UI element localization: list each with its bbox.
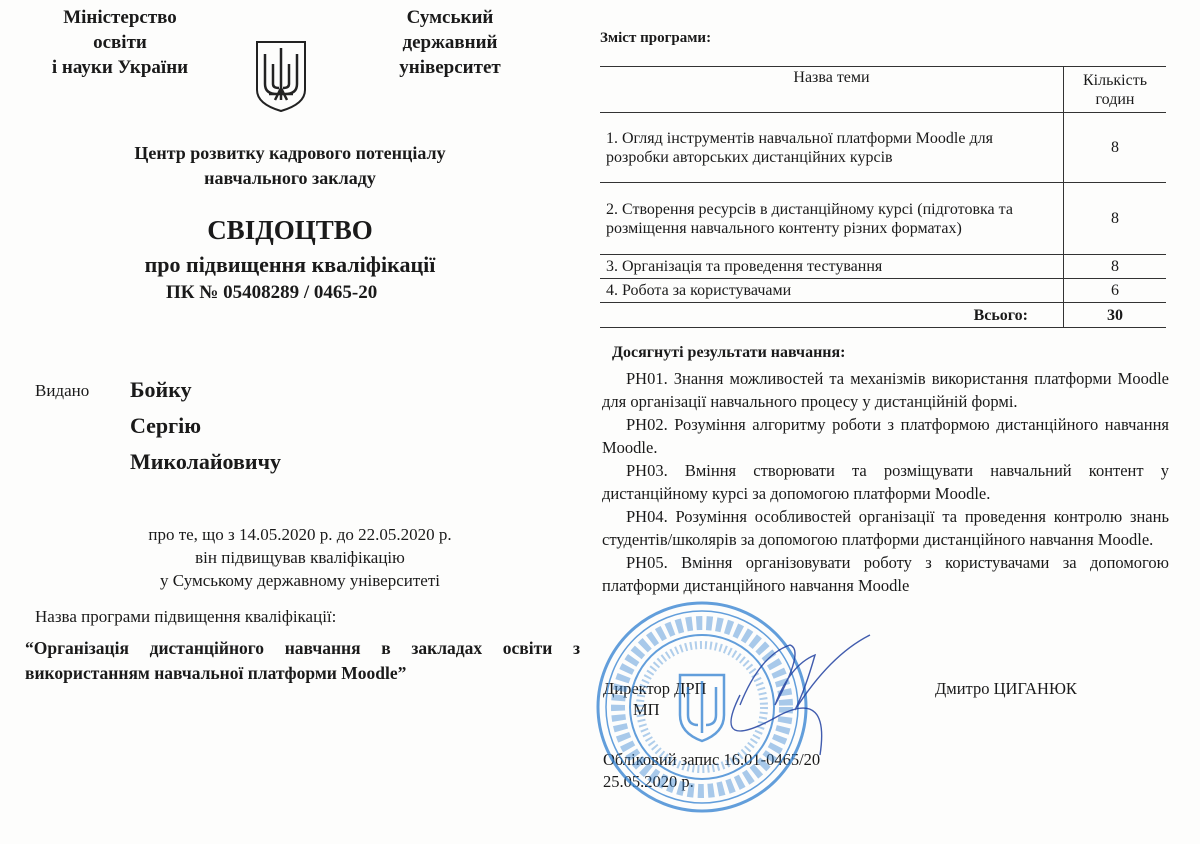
training-statement: про те, що з 14.05.2020 р. до 22.05.2020 р. він підвищував кваліфікацію у Сумському державному університеті — [148, 525, 452, 590]
certificate-number: ПК № 05408289 / 0465-20 — [166, 282, 378, 303]
table-header-row — [600, 67, 1166, 113]
issued-label: Видано — [35, 381, 90, 400]
coat-of-arms-icon — [255, 40, 307, 113]
center-name: Центр розвитку кадрового потенціалу навчального закладу — [134, 143, 446, 188]
director-name: Дмитро ЦИГАНЮК — [935, 679, 1077, 698]
program-title: “Організація дистанційного навчання в закладах освіти з використанням навчальної платформи Moodle” — [25, 638, 580, 683]
result-item: РН05. Вміння організовувати роботу з користувачами за допомогою платформи дистанційного навчання Moodle — [602, 553, 1169, 595]
certificate-subtitle: про підвищення кваліфікації — [144, 252, 436, 277]
director-position: Директор ДРП — [603, 679, 707, 698]
results-heading: Досягнуті результати навчання: — [612, 344, 846, 361]
table-row: 4. Робота за користувачами 6 — [600, 279, 1166, 303]
recipient-name: Бойку Сергію Миколайовичу — [130, 377, 281, 474]
contents-heading: Зміст програми: — [600, 30, 712, 46]
program-label: Назва програми підвищення кваліфікації: — [35, 607, 337, 626]
result-item: РН01. Знання можливостей та механізмів використання платформи Moodle для організації навчального процесу у дистанційній формі. — [602, 369, 1169, 411]
table-row: 2. Створення ресурсів в дистанційному курсі (підготовка та розміщення навчального контенту різних форматах) 8 — [600, 183, 1166, 255]
signature — [731, 635, 870, 755]
table-row: 3. Організація та проведення тестування 8 — [600, 255, 1166, 279]
column-header-hours: Кількість годин — [1064, 67, 1167, 113]
record-date: 25.05.2020 р. — [603, 772, 694, 791]
ministry-name: Міністерство освіти і науки України — [51, 7, 189, 78]
result-item: РН03. Вміння створювати та розміщувати навчальний контент у дистанційному курсі за допомогою платформи Moodle. — [602, 461, 1169, 503]
seal-mark: МП — [633, 700, 660, 719]
certificate-title: СВІДОЦТВО — [207, 215, 373, 245]
results-list — [602, 367, 1169, 597]
result-item: РН04. Розуміння особливостей організації та проведення контролю знань студентів/школярів за допомогою платформи дистанційного навчання Moodle. — [602, 507, 1169, 549]
university-name: Сумський державний університет — [399, 7, 501, 78]
record-entry: Обліковий запис 16.01-0465/20 — [603, 750, 821, 769]
result-item: РН02. Розуміння алгоритму роботи з платформою дистанційного навчання Moodle. — [602, 415, 1169, 457]
column-header-topic: Назва теми — [600, 67, 1064, 113]
table-total-row: Всього: 30 — [600, 303, 1166, 328]
table-row: 1. Огляд інструментів навчальної платформи Moodle для розробки авторських дистанційних курсів 8 — [600, 113, 1166, 183]
contents-table — [600, 66, 1166, 328]
